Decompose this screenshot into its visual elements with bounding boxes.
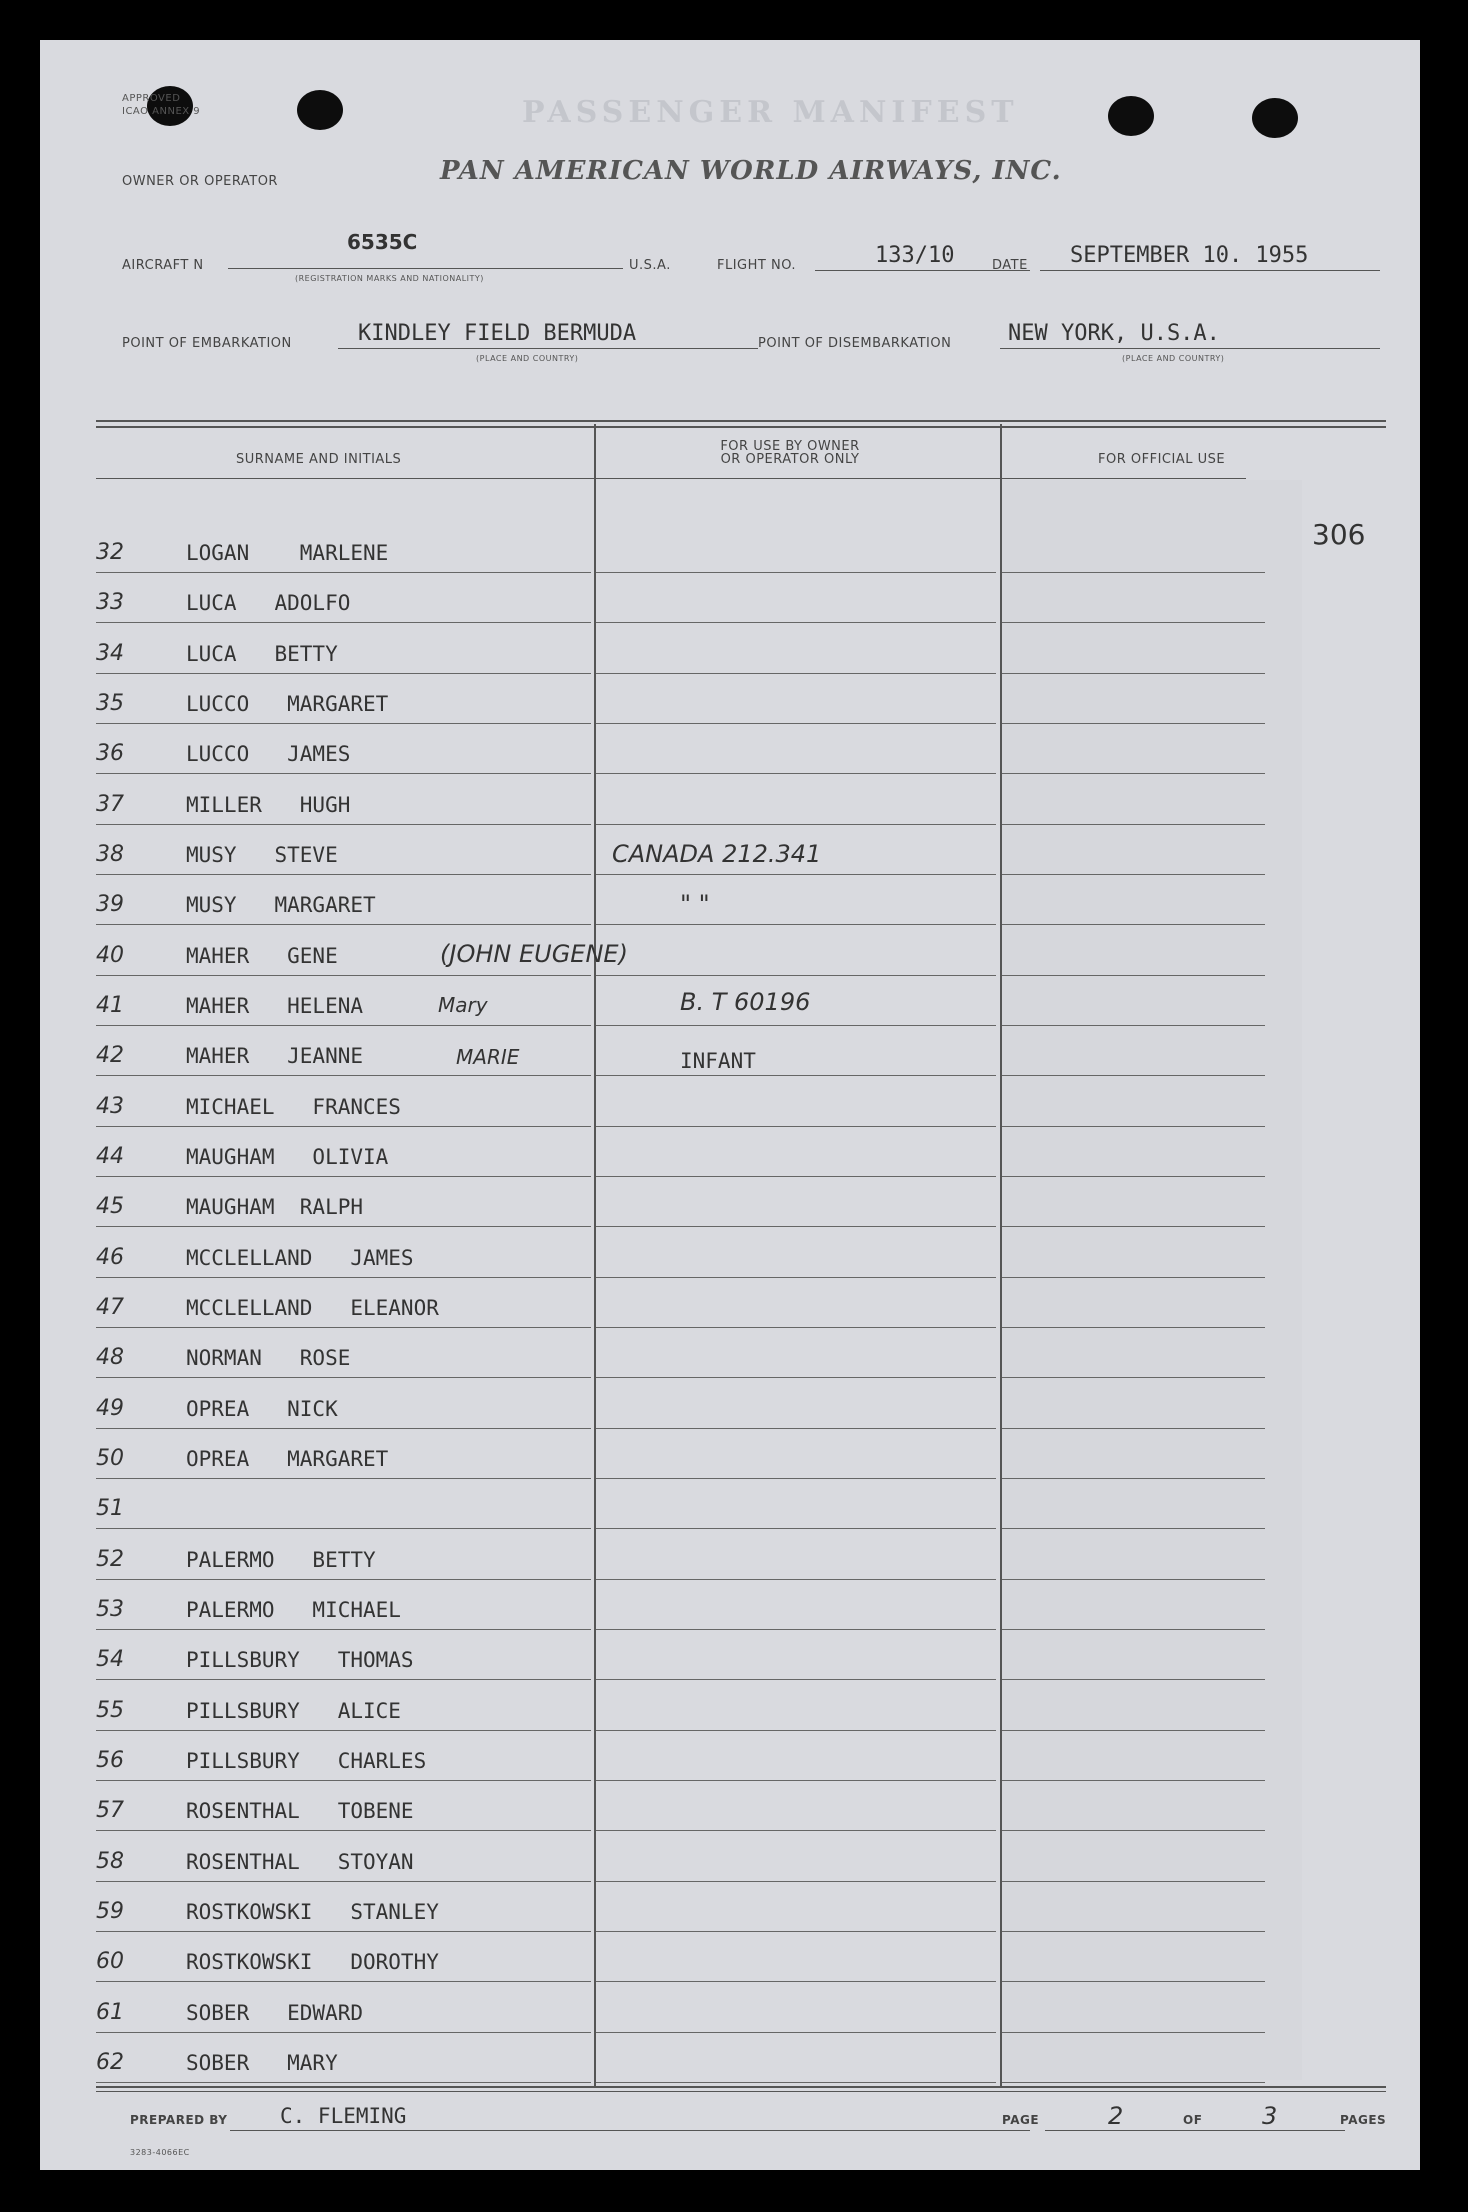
page-label: PAGE <box>1002 2113 1040 2127</box>
disembarkation-value: NEW YORK, U.S.A. <box>1008 321 1220 346</box>
manifest-sheet: APPROVED ICAO ANNEX 9 PASSENGER MANIFEST OWNER OR OPERATOR PAN AMERICAN WORLD AIRWAYS, INC. AIRCRAFT N 6535C (REGISTRATION MARKS AND NATIONALITY) U.S.A. FLIGHT NO. 133/10 DATE SEPTEMBER 10. 1955 POINT OF EMBARKATION KINDLEY FIELD BERMUDA (PLACE AND COUNTRY) POINT OF DISEMBARKATION NEW YORK, U.S.A. (PLACE AND COUNTRY) SURNAME AND INITIALS FOR USE BY OWNER OR OPERATOR ONLY FOR OFFICIAL USE 306 32 LOGAN MARLENE 33 LUCA ADOLFO 34 LUCA BETTY 35 LUCCO MARGARET 36 LUCCO JAMES 37 MILLER HUGH 38 MUSY STEVE 39 MUSY MARGARET 40 MAHER GENE 41 MAHER HELENA 42 MAHER JEANNE 43 MICHAEL FRANCES 44 MAUGHAM OLIVIA 45 MAUGHAM RALPH 46 MCCLELLAND JAMES 47 MCCLELLAND ELEANOR 48 NORMAN ROSE 49 OPREA NICK 50 OPREA MARGARET 51 52 PALERMO BETTY 53 PALERMO MICHAEL 54 PILLSBURY THOMAS 55 PILLSBURY ALICE 56 PILLSBURY CHARLES 57 ROSENTHAL TOBENE 58 ROSENTHAL STOYAN 59 ROSTKOWSKI STANLEY 60 ROSTKOWSKI DOROTHY 61 SOBER EDWARD 62 SOBER MARY CANADA 212.341 " " (JOHN EUGENE) Mary B. T 60196 MARIE INFANT PREPARED BY C. FLEMING PAGE 2 OF 3 PAGES 3283-4066EC <box>40 40 1420 2170</box>
embarkation-value: KINDLEY FIELD BERMUDA <box>358 321 637 346</box>
annotation-gene-name: (JOHN EUGENE) <box>440 940 628 968</box>
annotation-infant: INFANT <box>680 1049 756 1073</box>
page-number: 2 <box>1108 2102 1124 2130</box>
punch-hole-3 <box>1108 96 1154 136</box>
annotation-passport: B. T 60196 <box>680 988 811 1016</box>
form-code: 3283-4066EC <box>130 2148 190 2157</box>
col-header-surname: SURNAME AND INITIALS <box>236 452 402 467</box>
disembarkation-caption: (PLACE AND COUNTRY) <box>1122 354 1225 363</box>
annotation-helena-middle: Mary <box>438 993 488 1017</box>
disembarkation-label: POINT OF DISEMBARKATION <box>758 336 952 351</box>
official-shade <box>1002 480 1302 2080</box>
usa-label: U.S.A. <box>629 258 671 273</box>
of-label: OF <box>1183 2113 1203 2127</box>
annotation-canada: CANADA 212.341 <box>612 840 822 868</box>
punch-hole-2 <box>297 90 343 130</box>
form-title: PASSENGER MANIFEST <box>522 95 1019 130</box>
date-label: DATE <box>992 258 1028 273</box>
aircraft-label: AIRCRAFT N <box>122 258 204 273</box>
prepared-by-value: C. FLEMING <box>280 2104 407 2128</box>
col-header-rule <box>96 478 1246 479</box>
aircraft-caption: (REGISTRATION MARKS AND NATIONALITY) <box>295 274 484 283</box>
prepared-by-underline <box>230 2130 1030 2131</box>
embarkation-underline <box>338 348 758 349</box>
page-stamp-number: 306 <box>1312 518 1366 551</box>
col-header-owner: FOR USE BY OWNER OR OPERATOR ONLY <box>720 439 860 467</box>
company-name: PAN AMERICAN WORLD AIRWAYS, INC. <box>440 156 1062 186</box>
annotation-ditto: " " <box>680 890 710 918</box>
prepared-by-label: PREPARED BY <box>130 2113 228 2127</box>
table-bottom-rule <box>96 2086 1386 2092</box>
date-underline <box>1040 270 1380 271</box>
pages-label: PAGES <box>1340 2113 1387 2127</box>
aircraft-value: 6535C <box>347 230 418 254</box>
disembarkation-underline <box>1000 348 1380 349</box>
page-underline <box>1045 2130 1345 2131</box>
punch-hole-4 <box>1252 98 1298 138</box>
embarkation-label: POINT OF EMBARKATION <box>122 336 292 351</box>
flight-value: 133/10 <box>875 243 955 268</box>
date-value: SEPTEMBER 10. 1955 <box>1070 243 1309 268</box>
col-header-official: FOR OFFICIAL USE <box>1098 452 1226 467</box>
flight-label: FLIGHT NO. <box>717 258 797 273</box>
embarkation-caption: (PLACE AND COUNTRY) <box>476 354 579 363</box>
table-top-rule <box>96 420 1386 428</box>
total-pages: 3 <box>1262 2102 1278 2130</box>
aircraft-underline <box>228 268 623 269</box>
form-approval-note: APPROVED ICAO ANNEX 9 <box>122 93 201 117</box>
annotation-jeanne-middle: MARIE <box>456 1045 520 1069</box>
owner-label: OWNER OR OPERATOR <box>122 174 278 189</box>
